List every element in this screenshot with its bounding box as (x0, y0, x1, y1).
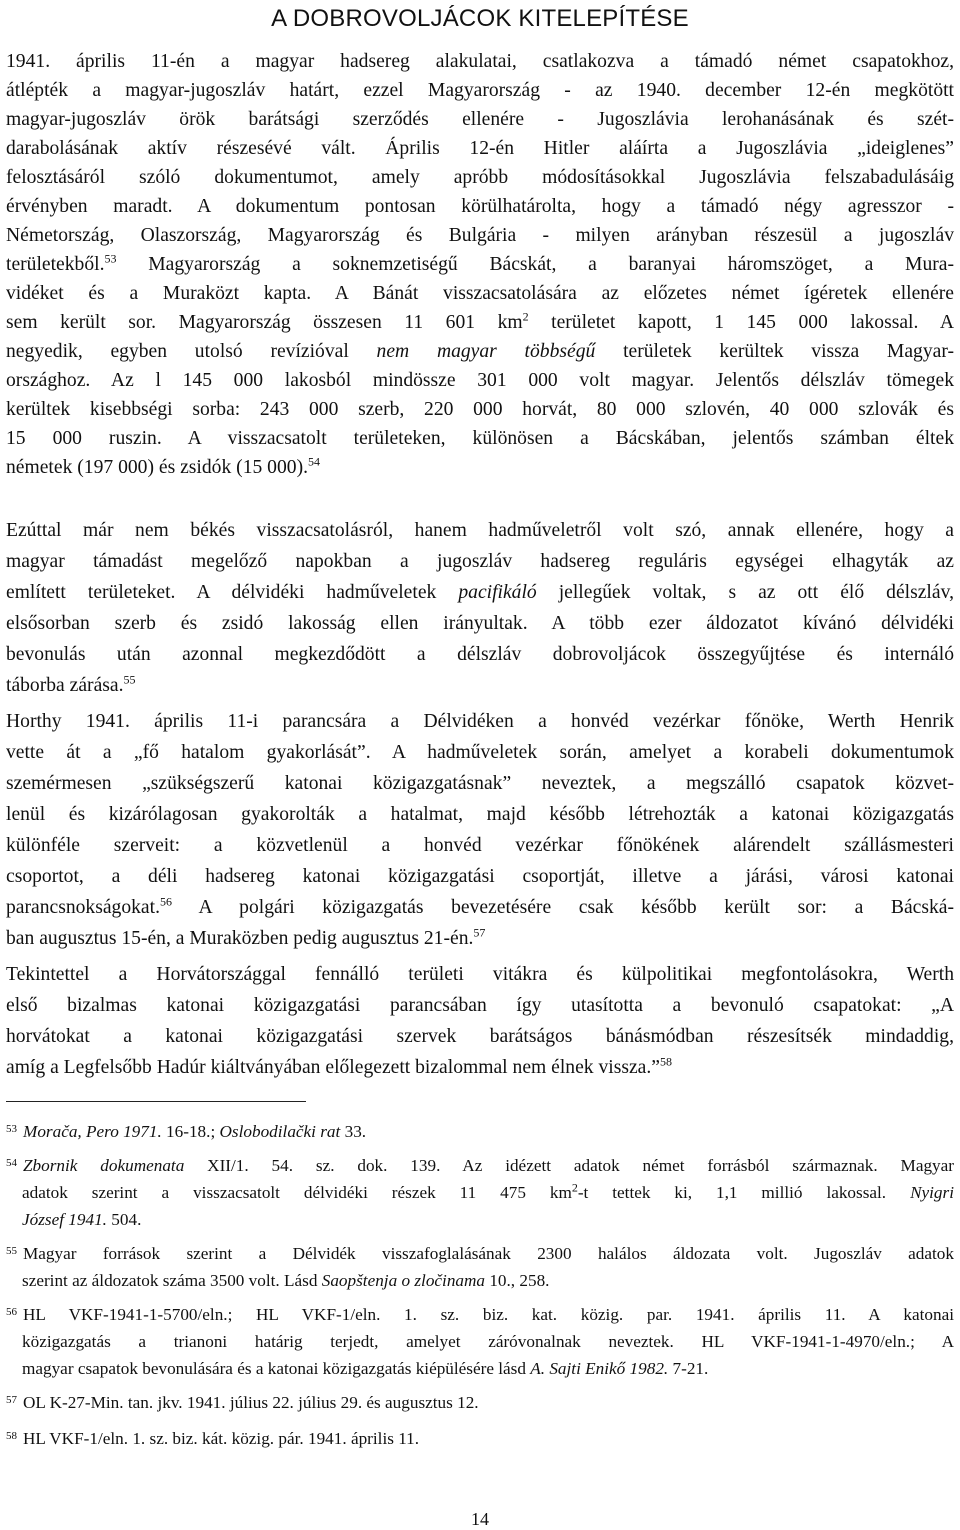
body-line (6, 925, 954, 953)
text-run: magyar-jugoszláv örök barátsági szerződés ellenére - Jugoszlávia lerohanásának és szét- (6, 109, 954, 130)
footnote-separator (6, 1101, 306, 1102)
footnote-line (6, 1304, 954, 1326)
body-line (6, 48, 954, 76)
body-line (6, 610, 954, 638)
footnote-line (22, 1182, 954, 1204)
text-run: 33. (340, 1122, 367, 1141)
text-run: 504. (106, 1210, 142, 1229)
text-run: Németország, Olaszország, Magyarország és Bulgária - milyen arányban részesül a jugoszláv (6, 225, 954, 246)
body-line (6, 672, 954, 700)
italic-text: nem magyar többségű (376, 341, 596, 362)
body-line (6, 579, 954, 607)
body-line (6, 992, 954, 1020)
body-line (6, 548, 954, 576)
body-line (6, 222, 954, 250)
text-run: területek kerültek vissza Magyar- (595, 341, 954, 362)
text-run: területekből. (6, 254, 105, 275)
footnote-line (6, 1121, 954, 1143)
text-run: XII/1. 54. sz. dok. 139. Az idézett adatok német forrásból származnak. Magyar (184, 1156, 955, 1175)
text-run: -t tettek ki, 1,1 millió lakossal. (577, 1183, 911, 1202)
text-run: 16-18.; (161, 1122, 220, 1141)
text-run: jellegűek voltak, s az ott élő délszláv, (536, 582, 954, 603)
text-run: vidéket és a Muraközt kapta. A Bánát visszacsatolására az előzetes német ígéretek ellenére (6, 283, 954, 304)
text-run: Horthy 1941. április 11-i parancsára a Délvidéken a honvéd vezérkar főnöke, Werth Henrik (6, 711, 954, 732)
italic-text: pacifikáló (458, 582, 537, 603)
text-run: bevonulás után azonnal megkezdődött a délszláv dobrovoljácok összegyűjtése és internáló (6, 644, 954, 665)
text-run: parancsnokságokat. (6, 897, 160, 918)
body-line (6, 1054, 954, 1082)
text-run: szemérmesen „szükségszerű katonai közigazgatásnak” neveztek, a megszálló csapatok közvet- (6, 773, 954, 794)
italic-text: József 1941. (22, 1210, 107, 1229)
body-line (6, 425, 954, 453)
text-run: magyar csapatok bevonulására és a katonai közigazgatás kiépülésére lásd (22, 1359, 531, 1378)
text-run: első bizalmas katonai közigazgatási parancsában így utasította a bevonuló csapatokat: „A (6, 995, 954, 1016)
footnote-reference: 53 (104, 251, 117, 266)
italic-text: Oslobodilački rat (219, 1122, 341, 1141)
footnote-reference: 57 (473, 925, 486, 940)
text-run: közigazgatás a trianoni határig terjedt, amelyet záróvonalnak neveztek. HL VKF-1941-1-4970/eln.; A (22, 1332, 954, 1351)
body-line (6, 251, 954, 279)
text-run: németek (197 000) és zsidók (15 000). (6, 457, 309, 478)
footnote-line (22, 1358, 954, 1380)
body-line (6, 193, 954, 221)
footnote-number: 53 (6, 1123, 17, 1135)
text-run: említett területeket. A délvidéki hadműveletek (6, 582, 459, 603)
text-run: országhoz. Az l 145 000 lakosból mindössze 301 000 volt magyar. Jelentős délszláv tömegek (6, 370, 954, 391)
footnote-number: 55 (6, 1245, 17, 1257)
text-run: magyar támadást megelőző napokban a jugoszláv hadsereg reguláris egységei elhagyták az (6, 551, 954, 572)
italic-text: A. Sajti Enikő 1982. (530, 1359, 669, 1378)
text-run: Ezúttal már nem békés visszacsatolásról, hanem hadműveletről volt szó, annak ellenére, hogy a (6, 520, 954, 541)
body-line (6, 280, 954, 308)
italic-text: Morača, Pero 1971. (23, 1122, 162, 1141)
italic-text: Zbornik dokumenata (23, 1156, 185, 1175)
body-line (6, 708, 954, 736)
body-line (6, 106, 954, 134)
text-run: HL VKF-1941-1-5700/eln.; HL VKF-1/eln. 1. sz. biz. kat. közig. par. 1941. április 11. A katonai (23, 1305, 954, 1324)
footnote-number: 56 (6, 1306, 17, 1318)
text-run: HL VKF-1/eln. 1. sz. biz. kát. közig. pár. 1941. április 11. (23, 1429, 420, 1448)
footnote-line (6, 1243, 954, 1265)
text-run: érvényben maradt. A dokumentum pontosan körülhatárolta, hogy a támadó négy agresszor - (6, 196, 954, 217)
text-run: OL K-27-Min. tan. jkv. 1941. július 22. július 29. és augusztus 12. (23, 1393, 479, 1412)
text-run: átlépték a magyar-jugoszláv határt, ezzel Magyarország - az 1940. december 12-én megkötött (6, 80, 954, 101)
body-line (6, 164, 954, 192)
text-run: darabolásának aktív részesévé vált. Április 12-én Hitler aláírta a Jugoszlávia „ideiglenes” (6, 138, 954, 159)
body-line (6, 517, 954, 545)
text-run: horvátokat a katonai közigazgatási szervek barátságos bánásmódban részesítsék mindaddig, (6, 1026, 954, 1047)
body-line (6, 454, 954, 482)
body-line (6, 739, 954, 767)
text-run: 15 000 ruszin. A visszacsatolt területeken, különösen a Bácskában, jelentős számban éltek (6, 428, 954, 449)
body-line (6, 367, 954, 395)
text-run: szerint az áldozatok száma 3500 volt. Lásd (22, 1271, 322, 1290)
footnote-line (22, 1270, 954, 1292)
text-run: kerültek kisebbségi sorba: 243 000 szerb, 220 000 horvát, 80 000 szlovén, 40 000 szlovák és (6, 399, 954, 420)
page-number: 14 (471, 1509, 489, 1529)
text-run: táborba zárása. (6, 675, 124, 696)
body-line (6, 894, 954, 922)
footnote-line (6, 1428, 954, 1450)
text-run: Magyar források szerint a Délvidék visszafoglalásának 2300 halálos áldozata volt. Jugoszláv adatok (23, 1244, 954, 1263)
footnote-line (6, 1392, 954, 1414)
text-run: Magyarország a soknemzetiségű Bácskát, a baranyai háromszöget, a Mura- (116, 254, 954, 275)
text-run: Tekintettel a Horvátországgal fennálló területi vitákra és külpolitikai megfontolásokra, Werth (6, 964, 954, 985)
footnote-reference: 54 (308, 454, 321, 469)
footnote-reference: 58 (659, 1054, 672, 1069)
footnote-number: 58 (6, 1430, 17, 1442)
text-run: felosztásáról szóló dokumentumot, amely apróbb módosításokkal Jugoszlávia felszabadulásáig (6, 167, 954, 188)
page-title: A DOBROVOLJÁCOK KITELEPÍTÉSE (271, 5, 689, 32)
footnote-reference: 2 (522, 309, 529, 324)
body-line (6, 801, 954, 829)
text-run: ban augusztus 15-én, a Muraközben pedig augusztus 21-én. (6, 928, 474, 949)
text-run: elsősorban szerb és zsidó lakosság ellen irányultak. A több ezer áldozatot kívánó délvidéki (6, 613, 954, 634)
body-line (6, 961, 954, 989)
footnote-line (22, 1209, 954, 1231)
footnote-reference: 2 (571, 1180, 578, 1195)
footnote-reference: 56 (159, 894, 172, 909)
body-line (6, 309, 954, 337)
body-line (6, 770, 954, 798)
text-run: adatok szerint a visszacsatolt délvidéki részek 11 475 km (22, 1183, 572, 1202)
text-run: A polgári közigazgatás bevezetésére csak később került sor: a Bácská- (171, 897, 954, 918)
body-line (6, 641, 954, 669)
text-run: területet kapott, 1 145 000 lakossal. A (528, 312, 954, 333)
body-line (6, 338, 954, 366)
italic-text: Saopštenja o zločinama (321, 1271, 486, 1290)
body-line (6, 396, 954, 424)
footnote-line (6, 1155, 954, 1177)
footnote-line (22, 1331, 954, 1353)
footnote-reference: 55 (123, 672, 136, 687)
body-line (6, 863, 954, 891)
body-line (6, 1023, 954, 1051)
text-run: negyedik, egyben utolsó revízióval (6, 341, 377, 362)
text-run: 10., 258. (485, 1271, 550, 1290)
text-run: 1941. április 11-én a magyar hadsereg alakulatai, csatlakozva a támadó német csapatokhoz, (6, 51, 954, 72)
footnote-number: 54 (6, 1157, 17, 1169)
text-run: különféle szerveit: a közvetlenül a honvéd vezérkar főnökének alárendelt szállásmesteri (6, 835, 954, 856)
text-run: sem került sor. Magyarország összesen 11 601 km (6, 312, 523, 333)
body-line (6, 77, 954, 105)
text-run: vette át a „fő hatalom gyakorlását”. A hadműveletek során, amelyet a korabeli dokumentumok (6, 742, 954, 763)
body-line (6, 832, 954, 860)
text-run: 7-21. (668, 1359, 709, 1378)
text-run: amíg a Legfelsőbb Hadúr kiáltványában előlegezett bizalommal nem élnek vissza.” (6, 1057, 660, 1078)
text-run: csoportot, a déli hadsereg katonai közigazgatási csoportját, illetve a járási, városi katonai (6, 866, 954, 887)
text-run: lenül és kizárólagosan gyakorolták a hatalmat, majd később létrehozták a katonai közigazgatás (6, 804, 954, 825)
italic-text: Nyigri (910, 1183, 954, 1202)
footnote-number: 57 (6, 1394, 17, 1406)
body-line (6, 135, 954, 163)
